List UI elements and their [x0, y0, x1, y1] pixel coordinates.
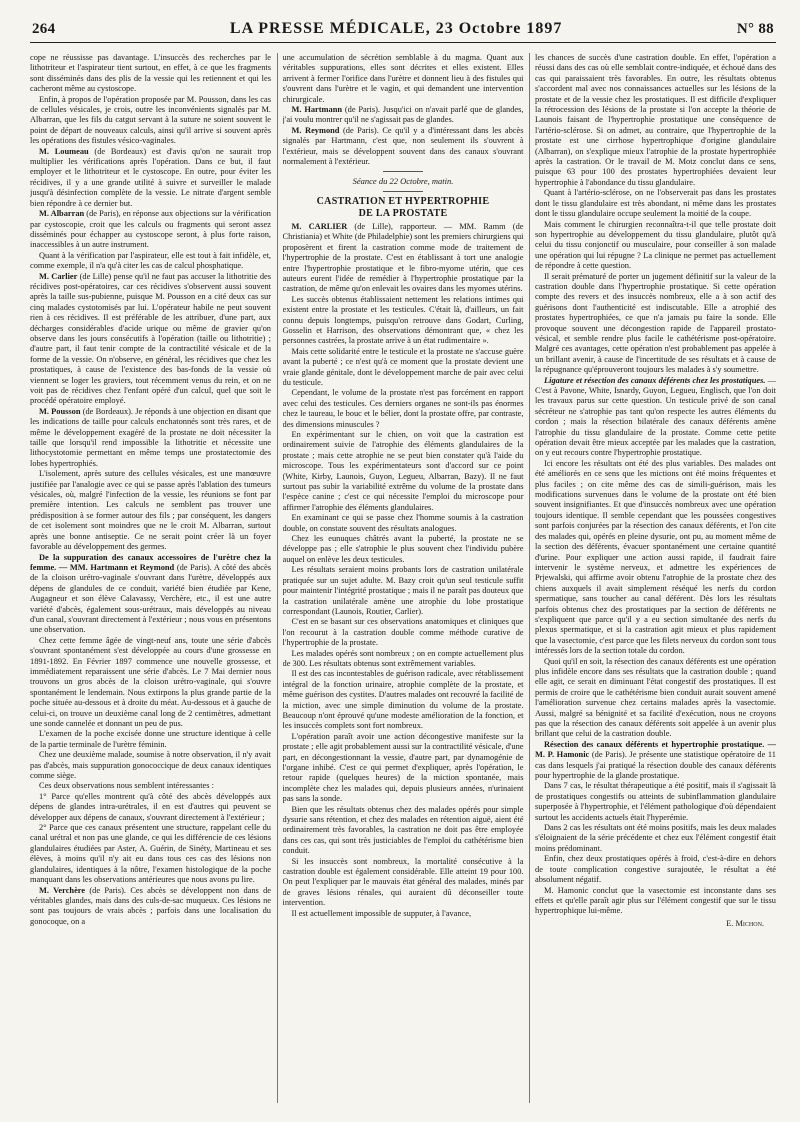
column-2	[283, 53, 524, 1103]
paragraph: L'examen de la poche excisée donne une structure identique à celle de la partie terminale de l'urètre féminin.	[30, 729, 271, 749]
column-divider	[277, 53, 278, 1103]
paragraph	[535, 376, 776, 459]
paragraph-text: (de Lille), rapporteur. — MM. Ramm (de Christiania) et White (de Philadelphie) sont les premiers chirurgiens qui proposèrent et firent la castration comme mode de traitement de l'hypertrophie de la prostate. C'est en établissant à tort une analogie entre l'hypertrophie prostatique et le fibro-myome utérin, que ces auteurs eurent l'idée de remédier à l'hypertrophie prostatique par la castration, de même qu'on enlevait les ovaires dans les myomes utérins.	[282, 221, 524, 294]
paragraph	[30, 553, 271, 636]
paragraph: Ces deux observations nous semblent intéressantes :	[39, 781, 214, 791]
paragraph	[30, 209, 271, 251]
author-signature: E. Michon.	[726, 918, 764, 928]
speaker-name: M. Reymond	[291, 125, 340, 135]
paragraph: C'est en se basant sur ces observations anatomiques et cliniques que l'on recourut à la castration double comme méthode curative de l'hypertrophie de la prostate.	[282, 617, 524, 648]
heading-line-2: DE LA PROSTATE	[358, 207, 448, 219]
communication-title: Ligature et résection des canaux déférents chez les prostatiques.	[544, 375, 766, 385]
newspaper-page	[30, 20, 776, 1110]
paragraph: L'isolement, après suture des cellules vésicales, est une manœuvre justifiée par l'analogie avec ce qui se passe après l'ablation des tumeurs vésicales, où, malgré l'infection de la vessie, les réunions se font par première intention. Les calculs ne semblent pas trouver une prédisposition à se former autour des fils ; par conséquent, les dangers de cet isolement sont moindres que ne le croit M. Albarran, surtout après une bonne antiseptie. Ce ne serait point créer là un foyer favorable au développement des germes.	[30, 469, 271, 552]
paragraph: Il est des cas incontestables de guérison radicale, avec rétablissement intégral de la fonction urinaire, atrophie complète de la prostate, et même guérison des cystites. D'autres malades ont recouvré la facilité de la miction, avec une simple diminution du volume de la prostate. Beaucoup n'ont éprouvé qu'une modeste amélioration de la fonction, et les insuccès complets sont fort nombreux.	[282, 669, 524, 731]
speaker-name: M. CARLIER	[291, 221, 348, 231]
section-heading	[283, 176, 524, 219]
paragraph: 1° Parce qu'elles montrent qu'à côté des abcès développés aux dépens de glandes intra-urétrales, il en est d'autres qui peuvent se développer aux dépens de canaux, s'ouvrant directement à l'extérieur ;	[30, 791, 271, 822]
paragraph-text: (de Bordeaux) est d'avis qu'on ne saurait trop multiplier les vérifications après l'opération. Dans ce but, il faut employer et le lithotriteur et le cystoscope. En outre, pour éviter les récidives, il y a une grande utilité à suivre et surveiller le malade jusqu'à désinfection complète de la vessie. Le nitrate d'argent semble bien répondre à ce dernier but.	[30, 146, 271, 208]
paragraph: Chez une deuxième malade, soumise à notre observation, il n'y avait pas d'abcès, mais suppuration gonococcique de deux canaux identiques comme siège.	[30, 750, 271, 781]
paragraph-text: (de Paris), en réponse aux objections sur la vérification par cystoscopie, croit que les calculs ou fragments qui seront assez disséminés pour échapper au cystoscope seront, à plus forte raison, inaccessibles à un autre instrument.	[30, 209, 271, 250]
communication-title: De la suppuration des canaux accessoires de l'urètre chez la femme.	[30, 552, 271, 572]
paragraph: Dans 7 cas, le résultat thérapeutique a été positif, mais il s'agissait là de prostatiques congestifs ou atteints de subinflammation glandulaire superposée à l'hypertrophie, et l'élément pathologique d'où dépendaient surtout les accidents actuels était l'hyperémie.	[535, 781, 776, 822]
paragraph	[535, 740, 776, 782]
speaker-name: — M. P. Hamonic	[535, 739, 776, 760]
column-divider	[529, 53, 530, 1103]
paragraph: Il est actuellement impossible de supputer, à l'avance,	[291, 908, 472, 918]
paragraph: Les résultats seraient moins probants lors de castration unilatérale pratiquée sur un sujet adulte. M. Bazy croit qu'un seul testicule suffit pour maintenir l'intégrité prostatique ; mais il ne paraît pas douteux que la castration unilatérale amène une atrophie du lobe prostatique correspondant (Launois, Routier, Carlier).	[282, 565, 524, 616]
paragraph: Ici encore les résultats ont été des plus variables. Des malades ont été améliorés en ce sens que les mictions ont été moins fréquentes et plus faciles ; on cite même des cas de simili-guérison, mais les modifications survenues dans le volume de la prostate ont été bien souvent insignifiantes. Et que d'insuccès nombreux avec une opération toujours identique. Il semble cependant que les poussées congestives sont parfois conjurées par la résection des canaux déférents, et l'on cite des malades qui, opérés en pleine dysurie, ont pu, au moment même de la section des déférents, évacuer spontanément une certaine quantité d'urine. Pour expliquer une action aussi rapide, il faudrait faire intervenir le système nerveux, et admettre les expériences de Prjewalski, qui affirme avoir obtenu l'atrophie de la prostate chez des chiens auxquels il avait simplement réséqué les nerfs du cordon spermatique, sans toucher au canal déférent. Dès lors les résultats parfois obtenus chez des prostatiques par la section de déférents ne s'expliquent que parce qu'il y a eu section simultanée des nerfs du plexus spermatique, et si la castration agit mieux et plus rapidement que la vasectomie, c'est parce que les filets nerveux du cordon sont tous intéressés lors de la section totale du cordon.	[535, 458, 776, 656]
paragraph: Enfin, à propos de l'opération proposée par M. Pousson, dans les cas de cellules vésicales, je crois, outre les inconvénients signalés par M. Albarran, que les fils du catgut servant à la suture ne soient souvent le point de départ de nouveaux calculs, ainsi qu'il arrive si souvent après les opérations des fistules vésico-vaginales.	[30, 94, 271, 146]
paragraph	[30, 147, 271, 209]
paragraph: Enfin, chez deux prostatiques opérés à froid, c'est-à-dire en dehors de toute complication congestive surajoutée, le résultat a été absolument négatif.	[535, 854, 776, 885]
paragraph	[283, 222, 524, 295]
paragraph: Quoi qu'il en soit, la résection des canaux déférents est une opération plus infidèle encore dans ses résultats que la castration double ; quand elle agit, ce serait en diminuant l'état congestif des prostatiques. Il est permis de croire que le cathétérisme bien conduit aurait souvent amené l'amélioration survenue chez certains malades après la vasectomie. Aussi, malgré sa bénignité et sa facilité d'exécution, nous ne croyons pas que la résection des canaux déférents soit appelée à un avenir plus brillant que celui de la castration double.	[535, 656, 776, 739]
paragraph: Cependant, le volume de la prostate n'est pas forcément en rapport avec celui des testicules. Ces derniers organes ne sont-ils pas énormes chez le taureau, le bouc et le bélier, dont la prostate offre, par contraste, des dimensions minuscules ?	[282, 388, 524, 429]
paragraph: En examinant ce qui se passe chez l'homme soumis à la castration double, on constate souvent des résultats analogues.	[282, 513, 524, 533]
session-label: Séance du 22 Octobre, matin.	[352, 176, 454, 187]
paragraph: Si les insuccès sont nombreux, la mortalité consécutive à la castration double est également considérable. Elle atteint 19 pour 100. On peut l'expliquer par le mauvais état général des malades, minés par de graves lésions rénales, qui auraient dû déconseiller toute intervention.	[282, 856, 524, 908]
issue-number: N° 88	[736, 21, 774, 37]
paragraph-text: (de Paris). Ces abcès se développent non dans de véritables glandes, mais dans des culs-de-sac muqueux. Ces lésions ne sont pas toujours de vrais abcès ; parfois dans une localisation du gonocoque, on a	[30, 885, 271, 926]
paragraph: M. Hamonic conclut que la vasectomie est inconstante dans ses effets et qu'elle paraît agir plus sur l'élément congestif que sur le tissu hypertrophique lui-même.	[535, 885, 776, 916]
paragraph: Quant à l'artério-sclérose, on ne l'observerait pas dans les prostates dont le tissu glandulaire est très abondant, ni même dans les prostates dont le tissu glandulaire occupe seulement la moitié de la coupe.	[535, 188, 776, 219]
paragraph: Il serait prématuré de porter un jugement définitif sur la valeur de la castration double dans l'hypertrophie prostatique. Si cette opération compte des revers et des insuccès nombreux, elle a à son actif des guérisons dont l'authenticité est indiscutable. Elle a atrophié des prostates hypertrophiées, ce que n'a jamais pu faire la sonde. Elle provoque souvent une décongestion rapide de l'appareil prostato-vésical, et semble rendre plus facile le cathétérisme post-opératoire. Malgré ces avantages, cette opération n'est probablement pas appelée à un brillant avenir, à cause de l'incertitude de ses résultats et à cause de la répugnance qu'éprouveront toujours les malades à s'y soumettre.	[535, 271, 776, 375]
speaker-name: M. Hartmann	[291, 105, 343, 115]
paragraph-text: (de Paris). Jusqu'ici on n'avait parlé que de glandes, j'ai voulu montrer qu'il ne s'agissait pas de glandes.	[282, 105, 524, 125]
section-divider	[383, 191, 423, 192]
paragraph-text: (de Bordeaux). Je réponds à une objection en disant que les indications de taille pour calculs enchatonnés sont très rares, et de même le développement exagéré de la prostate ne doit nécessiter la taille que lorsqu'il rend impossible la lithotritie et nécessite une lithocystotomie permettant en même temps une prostatectomie des lobes hypertrophiés.	[30, 406, 271, 468]
column-1	[30, 53, 271, 1103]
section-divider	[383, 171, 423, 172]
speaker-name: M. Albarran	[39, 209, 85, 219]
communication-title: Résection des canaux déférents et hypertrophie prostatique.	[544, 739, 765, 749]
paragraph	[30, 272, 271, 407]
paragraph: les chances de succès d'une castration double. En effet, l'opération a réussi dans des cas où elle semblait contre-indiquée, et échoué dans des cas qui paraissaient très favorables. En outre, les résultats obtenus s'accordent mal avec nos connaissances actuelles sur les lésions de la prostate et de la vessie chez les prostatiques. Il est difficile d'expliquer la rétrocession des lésions de la prostate si l'on accepte la théorie de Launois faisant de l'hypertrophie prostatique une conséquence de l'artério-sclérose. Si on admet, au contraire, que l'hypertrophie de la prostate est une cirrhose hypertrophique d'origine glandulaire (Albarran), on s'explique mieux l'atrophie de la prostate hypertrophiée après la castration. Or le travail de M. Motz conclut dans ce sens, puisque 63 pour 100 des prostates hypertrophiées devaient leur hypertrophie à l'abondance du tissu glandulaire.	[535, 53, 776, 187]
paragraph-text: (de Lille) pense qu'il ne faut pas accuser la lithotritie des récidives post-opératoires, car ces récidives s'observent aussi souvent après la taille sus-pubienne, puisque M. Pousson en a cité deux cas sur cinq malades cystotomisés par lui. L'opérateur habile ne peut souvent rien à ces récidives. Il est préférable de les attribuer, d'une part, aux décharges considérables d'acide urique ou même de gravier qu'on observe dans les jours consécutifs à l'opération (taille ou lithotritie) ; d'autre part, il faut tenir compte de la contractilité vésicale et de la forme de la vessie. On n'observe, en général, les récidives que chez les prostatiques, à cause de l'existence des bas-fonds de la vessie où viennent se loger les graviers, tout récemment venus du rein, et on ne voit pas de récidives chez l'enfant opéré d'un calcul, quel que soit le procédé opératoire employé.	[30, 271, 271, 406]
paragraph	[283, 105, 524, 126]
speaker-name: — MM. Hartmann et Reymond	[56, 562, 175, 572]
paragraph: Chez cette femme âgée de vingt-neuf ans, toute une série d'abcès s'ouvrant spontanément s'est développée au cours d'une grossesse en 1891-1892. En Février 1897 commence une nouvelle grossesse, et immédiatement reparaissent une série d'abcès. Le 7 Mai dernier nous trouvons un gros abcès de la cloison urétro-vaginale, qui s'ouvre spontanément le lendemain. Nous extirpons la plus grande partie de la poche située au-dessous et à droite du méat. Au-dessous et à gauche de celui-ci, on trouve un deuxième canal long de 2 centimètres, admettant une sonde cannelée et donnant un peu de pus.	[30, 635, 271, 728]
paragraph-text: (de Paris). Je présente une statistique opératoire de 11 cas dans lesquels j'ai pratiqué la résection double des canaux déférents pour hypertrophie de la glande prostatique.	[535, 750, 776, 781]
speaker-name: M. Loumeau	[39, 146, 89, 156]
paragraph	[30, 886, 271, 928]
page-header	[30, 20, 776, 43]
paragraph	[283, 126, 524, 168]
paragraph: Bien que les résultats obtenus chez des malades opérés pour simple dysurie sans rétention, et chez des malades en rétention aiguë, aient été ordinairement très favorables, la castration ne doit pas être employée dans ces cas, qui sont très justiciables de l'emploi du cathétérisme bien conduit.	[282, 804, 524, 856]
paragraph: Les malades opérés sont nombreux ; on en compte actuellement plus de 300. Les résultats obtenus sont extrêmement variables.	[282, 648, 524, 668]
paragraph: une accumulation de sécrétion semblable à du magma. Quant aux véritables suppurations, elles sont décrites et elles existent. Elles arrivent à fermer l'orifice dans l'urètre et donnent lieu à des fistules qui s'ouvrent dans l'urètre et le vagin, et qui demandent une intervention chirurgicale.	[282, 53, 524, 104]
paragraph: Dans 2 cas les résultats ont été moins positifs, mais les deux malades s'éloignaient de la série précédente et chez eux l'élément congestif était moins prédominant.	[535, 823, 776, 853]
paragraph: L'opération paraît avoir une action décongestive manifeste sur la prostate ; elle agit probablement aussi sur la contractilité vésicale, d'une part, en décongestionnant la vessie, d'autre part, par dynamogénie de l'organe inhibé. C'est ce qui permet d'expliquer, après l'opération, le retour rapide (quelques heures) de la miction spontanée, mais incomplète chez les malades qui, depuis plusieurs années, n'urinaient pas sans la sonde.	[282, 731, 524, 804]
paragraph: cope ne réussisse pas davantage. L'insuccès des recherches par le lithotriteur et l'aspirateur tient surtout, en effet, à ce que les fragments sont disséminés dans des plis de la vessie qui les retiennent et qui les cacheront même au cystoscope.	[30, 53, 271, 94]
paragraph: Les succès obtenus établissaient nettement les relations intimes qui existent entre la prostate et les testicules. C'était là, d'ailleurs, un fait connu depuis longtemps, puisqu'on retrouve dans Godart, Curling, Gosselin et Harrison, des observations démontrant que, « chez les personnes castrées, la prostate arrive à un état rudimentaire ».	[282, 294, 524, 346]
paragraph: En expérimentant sur le chien, on voit que la castration est ordinairement suivie de l'atrophie des éléments glandulaires de la prostate ; mais cette atrophie ne se peut bien constater qu'à l'aide du microscope. Tous les expérimentateurs sont d'accord sur ce point (White, Kirby, Launois, Guyon, Legueu, Albarran, Bazy). Il ne faut surtout pas subir la variabilité extrême du volume de la prostate dans l'espèce canine ; c'est ce qui nécessite l'emploi du microscope pour affirmer l'atrophie des éléments glandulaires.	[282, 430, 524, 512]
paragraph-text: (de Paris). A côté des abcès de la cloison urétro-vaginale s'ouvrant dans l'urètre, développés aux dépens de glandules de ce conduit, variété bien étudiée par Kene, Augagneur et son élève Calavassy, Verchère, etc., il est une autre variété d'abcès, également sous-urétraux, mais développés au niveau d'un canal, s'ouvrant directement à l'extérieur ; nous vous en présentons une observation.	[30, 562, 271, 635]
paragraph: 2° Parce que ces canaux présentent une structure, rappelant celle du canal urétral et non pas une glande, ce qui les différencie de ces lésions glandulaires étudiées par Aster, A. Guérin, de Sinéty, Martineau et ses élèves, à moins qu'il n'y ait eu dans tous ces cas des lésions non glandulaires, identiques à la nôtre, l'examen histologique de la poche manquant dans les observations antérieures que nous avons pu lire.	[30, 823, 271, 885]
paragraph: Mais comment le chirurgien reconnaîtra-t-il que telle prostate doit son hypertrophie au développement du tissu glandulaire, plutôt qu'à celui du tissu conjonctif ou musculaire, pour conseiller à son malade une opération qui lui répugne ? La clinique ne permet pas actuellement de répondre à cette question.	[535, 219, 776, 271]
speaker-name: M. Verchère	[39, 885, 86, 895]
paragraph: Mais cette solidarité entre le testicule et la prostate ne s'accuse guère avant la puberté ; ce n'est qu'à ce moment que la prostate devient une vraie glande génitale, dont le développement marche de pair avec celui du testicule.	[282, 346, 524, 387]
paragraph	[30, 407, 271, 469]
page-number: 264	[32, 21, 56, 37]
paragraph: Chez les eunuques châtrés avant la puberté, la prostate ne se développe pas ; elle s'atrophie le plus souvent chez l'individu pubère auquel on enlève les deux testicules.	[282, 534, 524, 564]
speaker-name: M. Pousson	[39, 406, 81, 416]
text-columns	[30, 53, 776, 1103]
speaker-name: M. Carlier	[39, 271, 78, 281]
paragraph: Quant à la vérification par l'aspirateur, elle est tout à fait infidèle, et, comme exemple, il n'a qu'à citer les cas de calcul phosphatique.	[30, 250, 271, 271]
heading-line-1: CASTRATION ET HYPERTROPHIE	[316, 195, 490, 207]
journal-title: LA PRESSE MÉDICALE, 23 Octobre 1897	[229, 20, 563, 37]
paragraph-text: — C'est à Pavone, White, Isnardy, Guyon, Legueu, Englisch, que l'on doit les travaux parus sur cette question. Un testicule privé de son canal sécréteur ne s'atrophie pas tant qu'on respecte les autres éléments du cordon ; mais la résection bilatérale des canaux déférents amène l'atrophie du tissu glandulaire de la prostate. Comme cette petite opération devait être mieux acceptée par les malades que la castration, on y eut recours contre l'hypertrophie prostatique.	[535, 375, 776, 458]
column-3	[535, 53, 776, 1103]
paragraph-text: (de Paris). Ce qu'il y a d'intéressant dans les abcès signalés par Hartmann, c'est que, non seulement ils s'ouvrent à l'extérieur, mais se développent souvent dans des canaux s'ouvrant normalement à l'extérieur.	[282, 125, 524, 167]
